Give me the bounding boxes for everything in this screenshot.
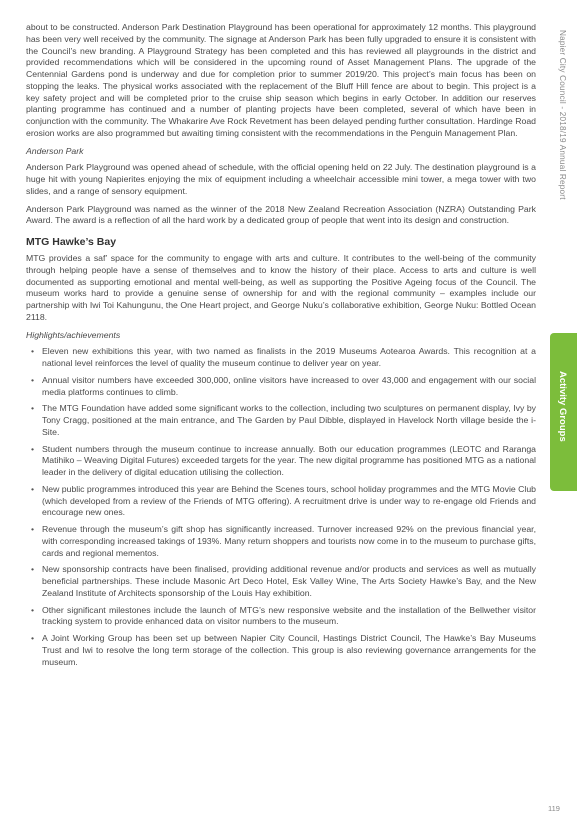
section-tab-label: Activity Groups xyxy=(557,371,568,442)
list-item: • Eleven new exhibitions this year, with two named as finalists in the 2019 Museums Aotearoa Awards. This recognition at a national level reinforces the level of quality the museum continue to deliver year on year. xyxy=(26,346,536,370)
page-body xyxy=(26,22,536,673)
list-item: • The MTG Foundation have added some significant works to the collection, including two sculptures on permanent display, Ivy by Tony Cragg, positioned at the main entrance, and The Garden by Paul Dibble, displayed in Havelock North village beside the i-Site. xyxy=(26,403,536,438)
list-item: • Student numbers through the museum continue to increase annually. Both our education programmes (LEOTC and Raranga Matihiko – Weaving Digital Futures) exceeded targets for the year. The new digital programme has positioned MTG as a national leader in the delivery of digital education utilising the collection. xyxy=(26,444,536,479)
page-number: 119 xyxy=(548,804,560,813)
anderson-park-paragraph-2: Anderson Park Playground was named as the winner of the 2018 New Zealand Recreation Association (NZRA) Outstanding Park Award. The award is a reflection of all the hard work by a dedicated group of people that went into its design and construction. xyxy=(26,203,536,226)
list-item: • Annual visitor numbers have exceeded 300,000, online visitors have increased to over 43,000 and engagement with our social media platforms continues to climb. xyxy=(26,375,536,399)
intro-paragraph: about to be constructed. Anderson Park Destination Playground has been operational for approximately 12 months. This playground has been very well received by the community. The signage at Anderson Park has been fully upgraded to ensure it is consistent with the Council’s new branding. A Playground Strategy has been completed and this has reviewed all playgrounds in the district and provided recommendations which will be considered in the upcoming round of Asset Management Plans. The upgrade of the Centennial Gardens pond is underway and due for completion prior to summer 2019/20. This project’s main focus has been on stopping the leaks. The physical works associated with the replacement of the Bluff Hill fence are about to begin. This project is a key safety project and will be completed prior to the cruise ship season which begins in early October. In addition our reserves planting programme has continued and a number of planting projects have been completed, several of which have been in conjunction with the community. The Whakarire Ave Rock Revetment has been delayed pending further consultation. Hardinge Road erosion works are also programmed but awaiting timing consistent with the recommendations in the Penguin Management Plan. xyxy=(26,22,536,138)
list-item: • A Joint Working Group has been set up between Napier City Council, Hastings District Council, The Hawke’s Bay Museums Trust and Iwi to resolve the long term storage of the collection. This group is also reviewing governance arrangements for the museum. xyxy=(26,633,536,668)
mtg-section-heading: MTG Hawke’s Bay xyxy=(26,236,117,248)
highlights-list xyxy=(26,346,536,668)
anderson-park-subheading: Anderson Park xyxy=(26,145,84,156)
list-item: • Other significant milestones include the launch of MTG’s new responsive website and the installation of the Bellwether visitor tracking system to provide enhanced data on visitor numbers to the museum. xyxy=(26,605,536,629)
report-title-vertical: Napier City Council - 2018/19 Annual Report xyxy=(558,30,567,200)
mtg-paragraph: MTG provides a saf’ space for the community to engage with arts and culture. It contributes to the well-being of the community through helping people have a sense of themselves and to know the history of their place. Access to arts and culture is well documented as supporting emotional and mental well-being, as well as supporting the Positive Ageing focus of the Council. The museum works hard to provide a genuine sense of ownership for and with the regional community – examples include our partnership with Iwi Toi Kahungunu, the One Heart project, and George Nuku’s collaborative exhibition, George Nuku: Bottled Ocean 2118. xyxy=(26,253,536,322)
list-item: • New sponsorship contracts have been finalised, providing additional revenue and/or products and services as well as mutually beneficial partnerships. These include Masonic Art Deco Hotel, Esk Valley Wine, The Arts Society Hawke’s Bay, and the New Zealand Institute of Architects sponsorship of the Louis Hay exhibition. xyxy=(26,564,536,599)
list-item: • New public programmes introduced this year are Behind the Scenes tours, school holiday programmes and the MTG Movie Club (which developed from a review of the Friends of MTG offering). A recruitment drive is under way to re-engage old Friends and encourage new ones. xyxy=(26,484,536,519)
list-item: • Revenue through the museum’s gift shop has significantly increased. Turnover increased 92% on the previous financial year, with corresponding increased takings of 193%. Many return shoppers and tourists now come in to the museum to purchase gifts, cards and regional mementos. xyxy=(26,524,536,559)
highlights-subheading: Highlights/achievements xyxy=(26,329,121,340)
anderson-park-paragraph-1: Anderson Park Playground was opened ahead of schedule, with the official opening held on 22 July. The destination playground is a huge hit with young Napierites enjoying the mix of equipment including a wheelchair accessible mini tower, a mega tower with two slides, and a range of sensory equipment. xyxy=(26,162,536,196)
section-tab xyxy=(550,333,577,491)
